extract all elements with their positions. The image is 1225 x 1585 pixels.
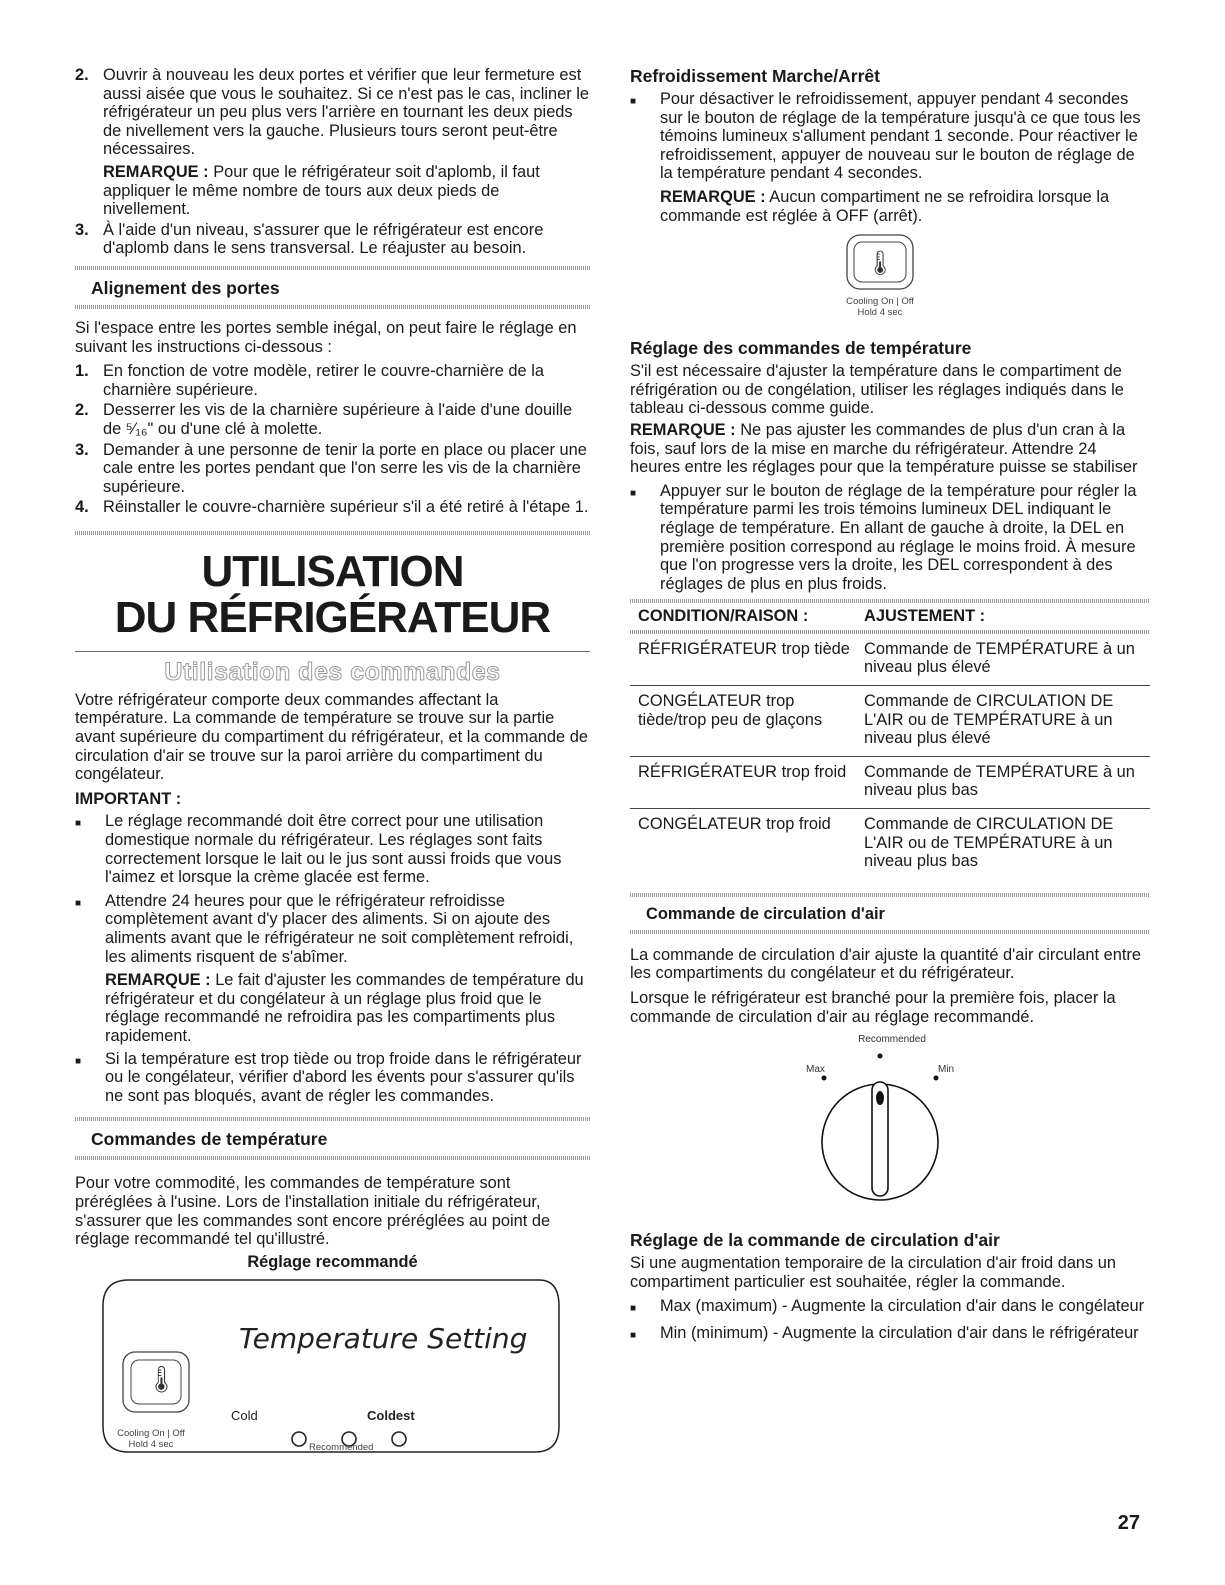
- air-adjust-text: Si une augmentation temporaire de la circulation d'air froid dans un compartiment particulier est souhaitée, régler la commande.: [630, 1254, 1117, 1291]
- door-alignment-heading: Alignement des portes: [91, 277, 280, 298]
- bullet-icon: ■: [630, 487, 637, 499]
- title-rule: [75, 651, 590, 652]
- controls-intro: Votre réfrigérateur comporte deux commandes affectant la température. La commande de température se trouve sur la partie avant supérieure du compartiment du réfrigérateur, et la commande de circulation d'air se trouve sur la paroi arrière du compartiment du congélateur.: [75, 690, 588, 784]
- recommended-label: Recommended: [309, 1441, 374, 1453]
- door-intro: Si l'espace entre les portes semble inégal, on peut faire le réglage en suivant les instructions ci-dessous :: [75, 318, 577, 356]
- dial-min-label: Min: [938, 1064, 955, 1076]
- coldest-label: Coldest: [367, 1407, 415, 1423]
- cooling-button-caption: Cooling On | Off Hold 4 sec: [846, 296, 914, 319]
- page-number: 27: [1117, 1512, 1140, 1534]
- table-row: RÉFRIGÉRATEUR trop froid Commande de TEMPÉRATURE à un niveau plus bas: [630, 756, 1150, 808]
- air-control-heading: Commande de circulation d'air: [646, 904, 885, 923]
- door-step-1: 1. En fonction de votre modèle, retirer le couvre-charnière de la charnière supérieure.: [75, 362, 544, 399]
- thermometer-icon[interactable]: 🌡: [145, 1363, 179, 1394]
- dial-max-label: Max: [806, 1064, 825, 1076]
- air-control-p2: Lorsque le réfrigérateur est branché pour la première fois, placer la commande de circulation d'air au réglage recommandé.: [630, 989, 1116, 1026]
- air-control-p1: La commande de circulation d'air ajuste la quantité d'air circulant entre les compartiments du congélateur et du réfrigérateur.: [630, 945, 1142, 983]
- panel-button-caption: Cooling On | Off Hold 4 sec: [117, 1427, 185, 1450]
- bullet-2: ■ Attendre 24 heures pour que le réfrigérateur refroidisse complètement avant d'y placer des aliments. Si on ajoute des aliments avant que le réfrigérateur ne soit complètement refroidi, les aliments risquent de s'abîmer.: [75, 891, 574, 966]
- table-row: RÉFRIGÉRATEUR trop tiède Commande de TEMPÉRATURE à un niveau plus élevé: [638, 639, 1135, 677]
- air-dial[interactable]: [790, 1034, 990, 1210]
- divider: [75, 531, 590, 535]
- air-dial-illustration: [790, 1034, 990, 1210]
- divider: [75, 1156, 590, 1160]
- cooling-heading: Refroidissement Marche/Arrêt: [630, 66, 880, 86]
- temperature-adjust-note: REMARQUE : Ne pas ajuster les commandes de plus d'un cran à la fois, sauf lors de la mise en marche du réfrigérateur. Attendre 24 heures entre les réglages pour que la température puisse se stabiliser: [630, 420, 1138, 477]
- air-bullet-max: ■ Max (maximum) - Augmente la circulation d'air dans le congélateur: [630, 1297, 1150, 1319]
- table-header-adjustment: AJUSTEMENT :: [864, 607, 986, 626]
- table-row: CONGÉLATEUR trop tiède/trop peu de glaçons Commande de CIRCULATION DE L'AIR ou de TEMPÉRATURE à un niveau plus élevé: [630, 686, 1150, 757]
- bullet-2-note: REMARQUE : Le fait d'ajuster les commandes de température du réfrigérateur et du congélateur à un réglage plus froid que le réglage recommandé ne refroidira pas les compartiments plus rapidement.: [105, 971, 584, 1045]
- cooling-note: REMARQUE : Aucun compartiment ne se refroidira lorsque la commande est réglée à OFF (arrêt).: [660, 187, 1110, 225]
- temperature-controls-text: Pour votre commodité, les commandes de température sont préréglées à l'usine. Lors de l'installation initiale du réfrigérateur, s'assurer que les commandes sont encore préréglées au point de réglage recommandé tel qu'illustré.: [75, 1174, 551, 1249]
- bullet-icon: ■: [630, 1303, 637, 1315]
- bullet-icon: ■: [75, 818, 82, 830]
- panel-title: Temperature Setting: [239, 1321, 528, 1355]
- recommended-caption: Réglage recommandé: [247, 1252, 418, 1271]
- cooling-button-outline: [845, 233, 915, 291]
- temperature-adjust-heading: Réglage des commandes de température: [630, 338, 972, 359]
- air-adjust-heading: Réglage de la commande de circulation d'air: [630, 1230, 1000, 1251]
- bullet-icon: ■: [75, 1055, 82, 1067]
- table-header-condition: CONDITION/RAISON :: [638, 607, 809, 626]
- step-3: 3. À l'aide d'un niveau, s'assurer que le réfrigérateur est encore d'aplomb dans le sens transversal. Le réajuster au besoin.: [75, 220, 544, 258]
- important-label: IMPORTANT :: [75, 789, 182, 808]
- cooling-button-illustration: [805, 233, 955, 318]
- cooling-bullet: ■ Pour désactiver le refroidissement, appuyer pendant 4 secondes sur le bouton de réglage de la température jusqu'à ce que tous les témoins lumineux s'allument pendant 1 seconde. Pour réactiver le refroidissement, appuyer de nouveau sur le bouton de réglage de la température pendant 4 secondes.: [630, 90, 1141, 183]
- left-column: [75, 66, 590, 1456]
- bullet-3: ■ Si la température est trop tiède ou trop froide dans le réfrigérateur ou le congélateur, vérifier d'abord les évents pour s'assurer qu'ils ne sont pas bloqués, avant de régler les commandes.: [75, 1049, 582, 1105]
- cold-label: Cold: [231, 1407, 258, 1423]
- door-step-2: 2. Desserrer les vis de la charnière supérieure à l'aide d'une douille de ⁵⁄₁₆" ou d'une clé à molette.: [75, 401, 573, 438]
- bullet-icon: ■: [75, 897, 82, 909]
- dial-recommended-label: Recommended: [858, 1034, 926, 1046]
- bullet-icon: ■: [630, 96, 637, 107]
- temperature-adjust-text: S'il est nécessaire d'ajuster la température dans le compartiment de réfrigération ou de congélation, utiliser les réglages indiqués dans le tableau ci-dessous comme guide.: [630, 362, 1124, 418]
- table-row: CONGÉLATEUR trop froid Commande de CIRCULATION DE L'AIR ou de TEMPÉRATURE à un niveau plus bas: [630, 809, 1150, 879]
- air-bullet-min: ■ Min (minimum) - Augmente la circulation d'air dans le réfrigérateur: [630, 1324, 1150, 1346]
- controls-heading: Utilisation des commandes: [164, 657, 501, 686]
- temperature-adjust-bullet: ■ Appuyer sur le bouton de réglage de la température pour régler la température parmi les trois témoins lumineux DEL indiquant le réglage de température. En allant de gauche à droite, la DEL en première position correspond au réglage le moins froid. À mesure que l'on progresse vers la droite, les DEL correspondent à des réglages de plus en plus froids.: [630, 481, 1137, 593]
- right-column: [630, 66, 1150, 1351]
- divider: [630, 930, 1150, 934]
- door-step-3: 3. Demander à une personne de tenir la porte en place ou placer une cale entre les portes pendant que l'on serre les vis de la charnière supérieure.: [75, 440, 587, 496]
- step-2-note: REMARQUE : Pour que le réfrigérateur soit d'aplomb, il faut appliquer le même nombre de tours aux deux pieds de nivellement.: [103, 162, 540, 219]
- bullet-1: ■ Le réglage recommandé doit être correct pour une utilisation domestique normale du réfrigérateur. Les réglages sont faits correctement lorsque le lait ou le jus sont aussi froids que vous l'aimez et lorsque la crème glacée est ferme.: [75, 812, 562, 887]
- temperature-controls-heading: Commandes de température: [91, 1129, 328, 1150]
- svg-text:🌡: 🌡: [864, 250, 896, 278]
- bullet-icon: ■: [630, 1329, 637, 1341]
- adjustment-table: [630, 603, 1150, 879]
- door-step-4: 4. Réinstaller le couvre-charnière supérieur s'il a été retiré à l'étape 1.: [75, 498, 589, 517]
- temperature-panel-illustration: [99, 1276, 567, 1456]
- section-title: UTILISATION DU RÉFRIGÉRATEUR: [114, 546, 551, 642]
- step-2: 2. Ouvrir à nouveau les deux portes et vérifier que leur fermeture est aussi aisée que vous le souhaitez. Si ce n'est pas le cas, incliner le réfrigérateur un peu plus vers l'arrière en tournant les deux pieds de nivellement vers la gauche. Plusieurs tours seront peut-être nécessaires.: [75, 66, 590, 159]
- divider: [75, 305, 590, 309]
